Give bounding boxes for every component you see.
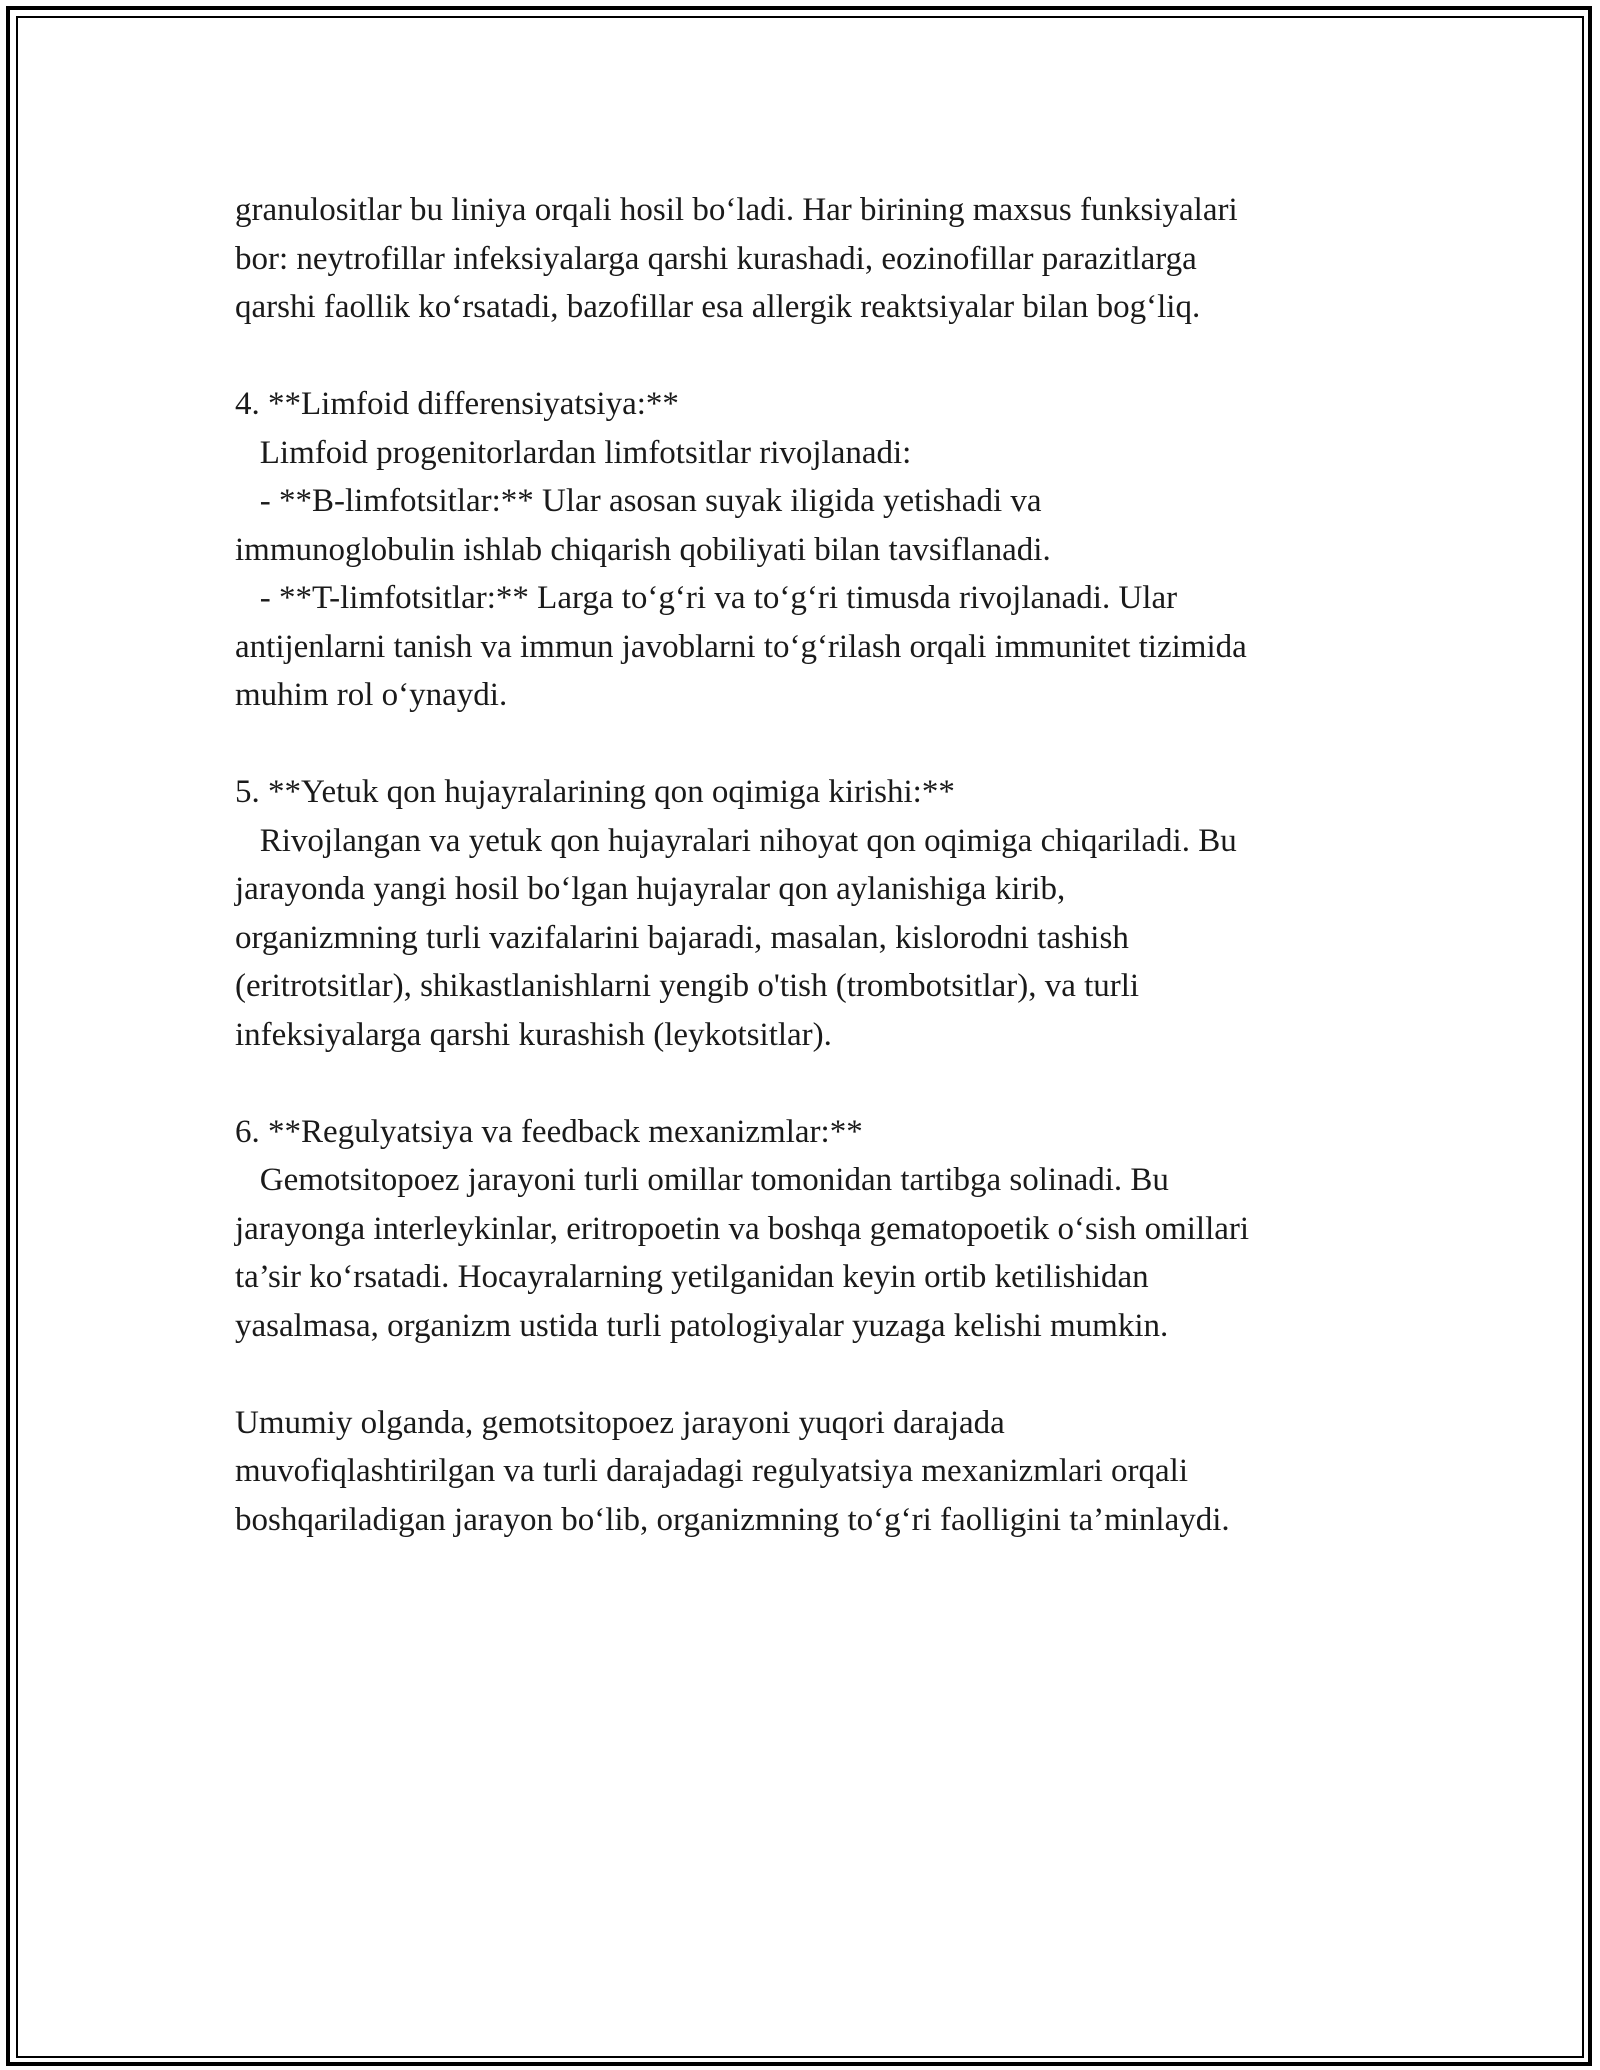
text-line: ta’sir ko‘rsatadi. Hocayralarning yetilganidan keyin ortib ketilishidan — [235, 1259, 1149, 1295]
section-4-limfoid — [235, 380, 1375, 720]
section-heading: 6. **Regulyatsiya va feedback mexanizmlar:** — [235, 1113, 863, 1150]
text-line: Gemotsitopoez jarayoni turli omillar tomonidan tartibga solinadi. Bu — [235, 1162, 1169, 1198]
document-body — [235, 186, 1375, 1544]
section-heading: 5. **Yetuk qon hujayralarining qon oqimiga kirishi:** — [235, 774, 955, 810]
text-line: jarayonda yangi hosil bo‘lgan hujayralar qon aylanishiga kirib, — [235, 871, 1066, 907]
list-item: - **T-limfotsitlar:** Larga to‘g‘ri va to‘g‘ri timusda rivojlanadi. Ular — [235, 580, 1178, 616]
text-line: muhim rol o‘ynaydi. — [235, 677, 508, 713]
text-line: granulositlar bu liniya orqali hosil bo‘ladi. Har birining maxsus funksiyalari — [235, 192, 1238, 228]
text-line: qarshi faollik ko‘rsatadi, bazofillar esa allergik reaktsiyalar bilan bog‘liq. — [235, 289, 1201, 325]
conclusion-paragraph — [235, 1399, 1375, 1545]
text-line: jarayonga interleykinlar, eritropoetin va boshqa gematopoetik o‘sish omillari — [235, 1210, 1250, 1247]
text-line: (eritrotsitlar), shikastlanishlarni yengib o'tish (trombotsitlar), va turli — [235, 968, 1140, 1004]
section-heading: 4. **Limfoid differensiyatsiya:** — [235, 386, 679, 422]
text-line: Umumiy olganda, gemotsitopoez jarayoni yuqori darajada — [235, 1404, 1005, 1441]
text-line: infeksiyalarga qarshi kurashish (leykotsitlar). — [235, 1016, 832, 1053]
text-line: muvofiqlashtirilgan va turli darajadagi regulyatsiya mexanizmlari orqali — [235, 1453, 1189, 1489]
intro-paragraph — [235, 186, 1375, 332]
section-6-regulation — [235, 1108, 1375, 1351]
text-line: organizmning turli vazifalarini bajaradi, masalan, kislorodni tashish — [235, 919, 1129, 956]
list-item: - **B-limfotsitlar:** Ular asosan suyak iligida yetishadi va — [235, 483, 1042, 519]
text-line: bor: neytrofillar infeksiyalarga qarshi kurashadi, eozinofillar parazitlarga — [235, 240, 1197, 277]
text-line: yasalmasa, organizm ustida turli patologiyalar yuzaga kelishi mumkin. — [235, 1307, 1169, 1344]
section-5-blood-entry — [235, 768, 1375, 1059]
text-line: boshqariladigan jarayon bo‘lib, organizmning to‘g‘ri faolligini ta’minlaydi. — [235, 1501, 1230, 1538]
text-line: Rivojlangan va yetuk qon hujayralari nihoyat qon oqimiga chiqariladi. Bu — [235, 822, 1237, 859]
text-line: antijenlarni tanish va immun javoblarni to‘g‘rilash orqali immunitet tizimida — [235, 628, 1247, 665]
text-line: immunoglobulin ishlab chiqarish qobiliyati bilan tavsiflanadi. — [235, 531, 1051, 568]
text-line: Limfoid progenitorlardan limfotsitlar rivojlanadi: — [235, 434, 912, 471]
